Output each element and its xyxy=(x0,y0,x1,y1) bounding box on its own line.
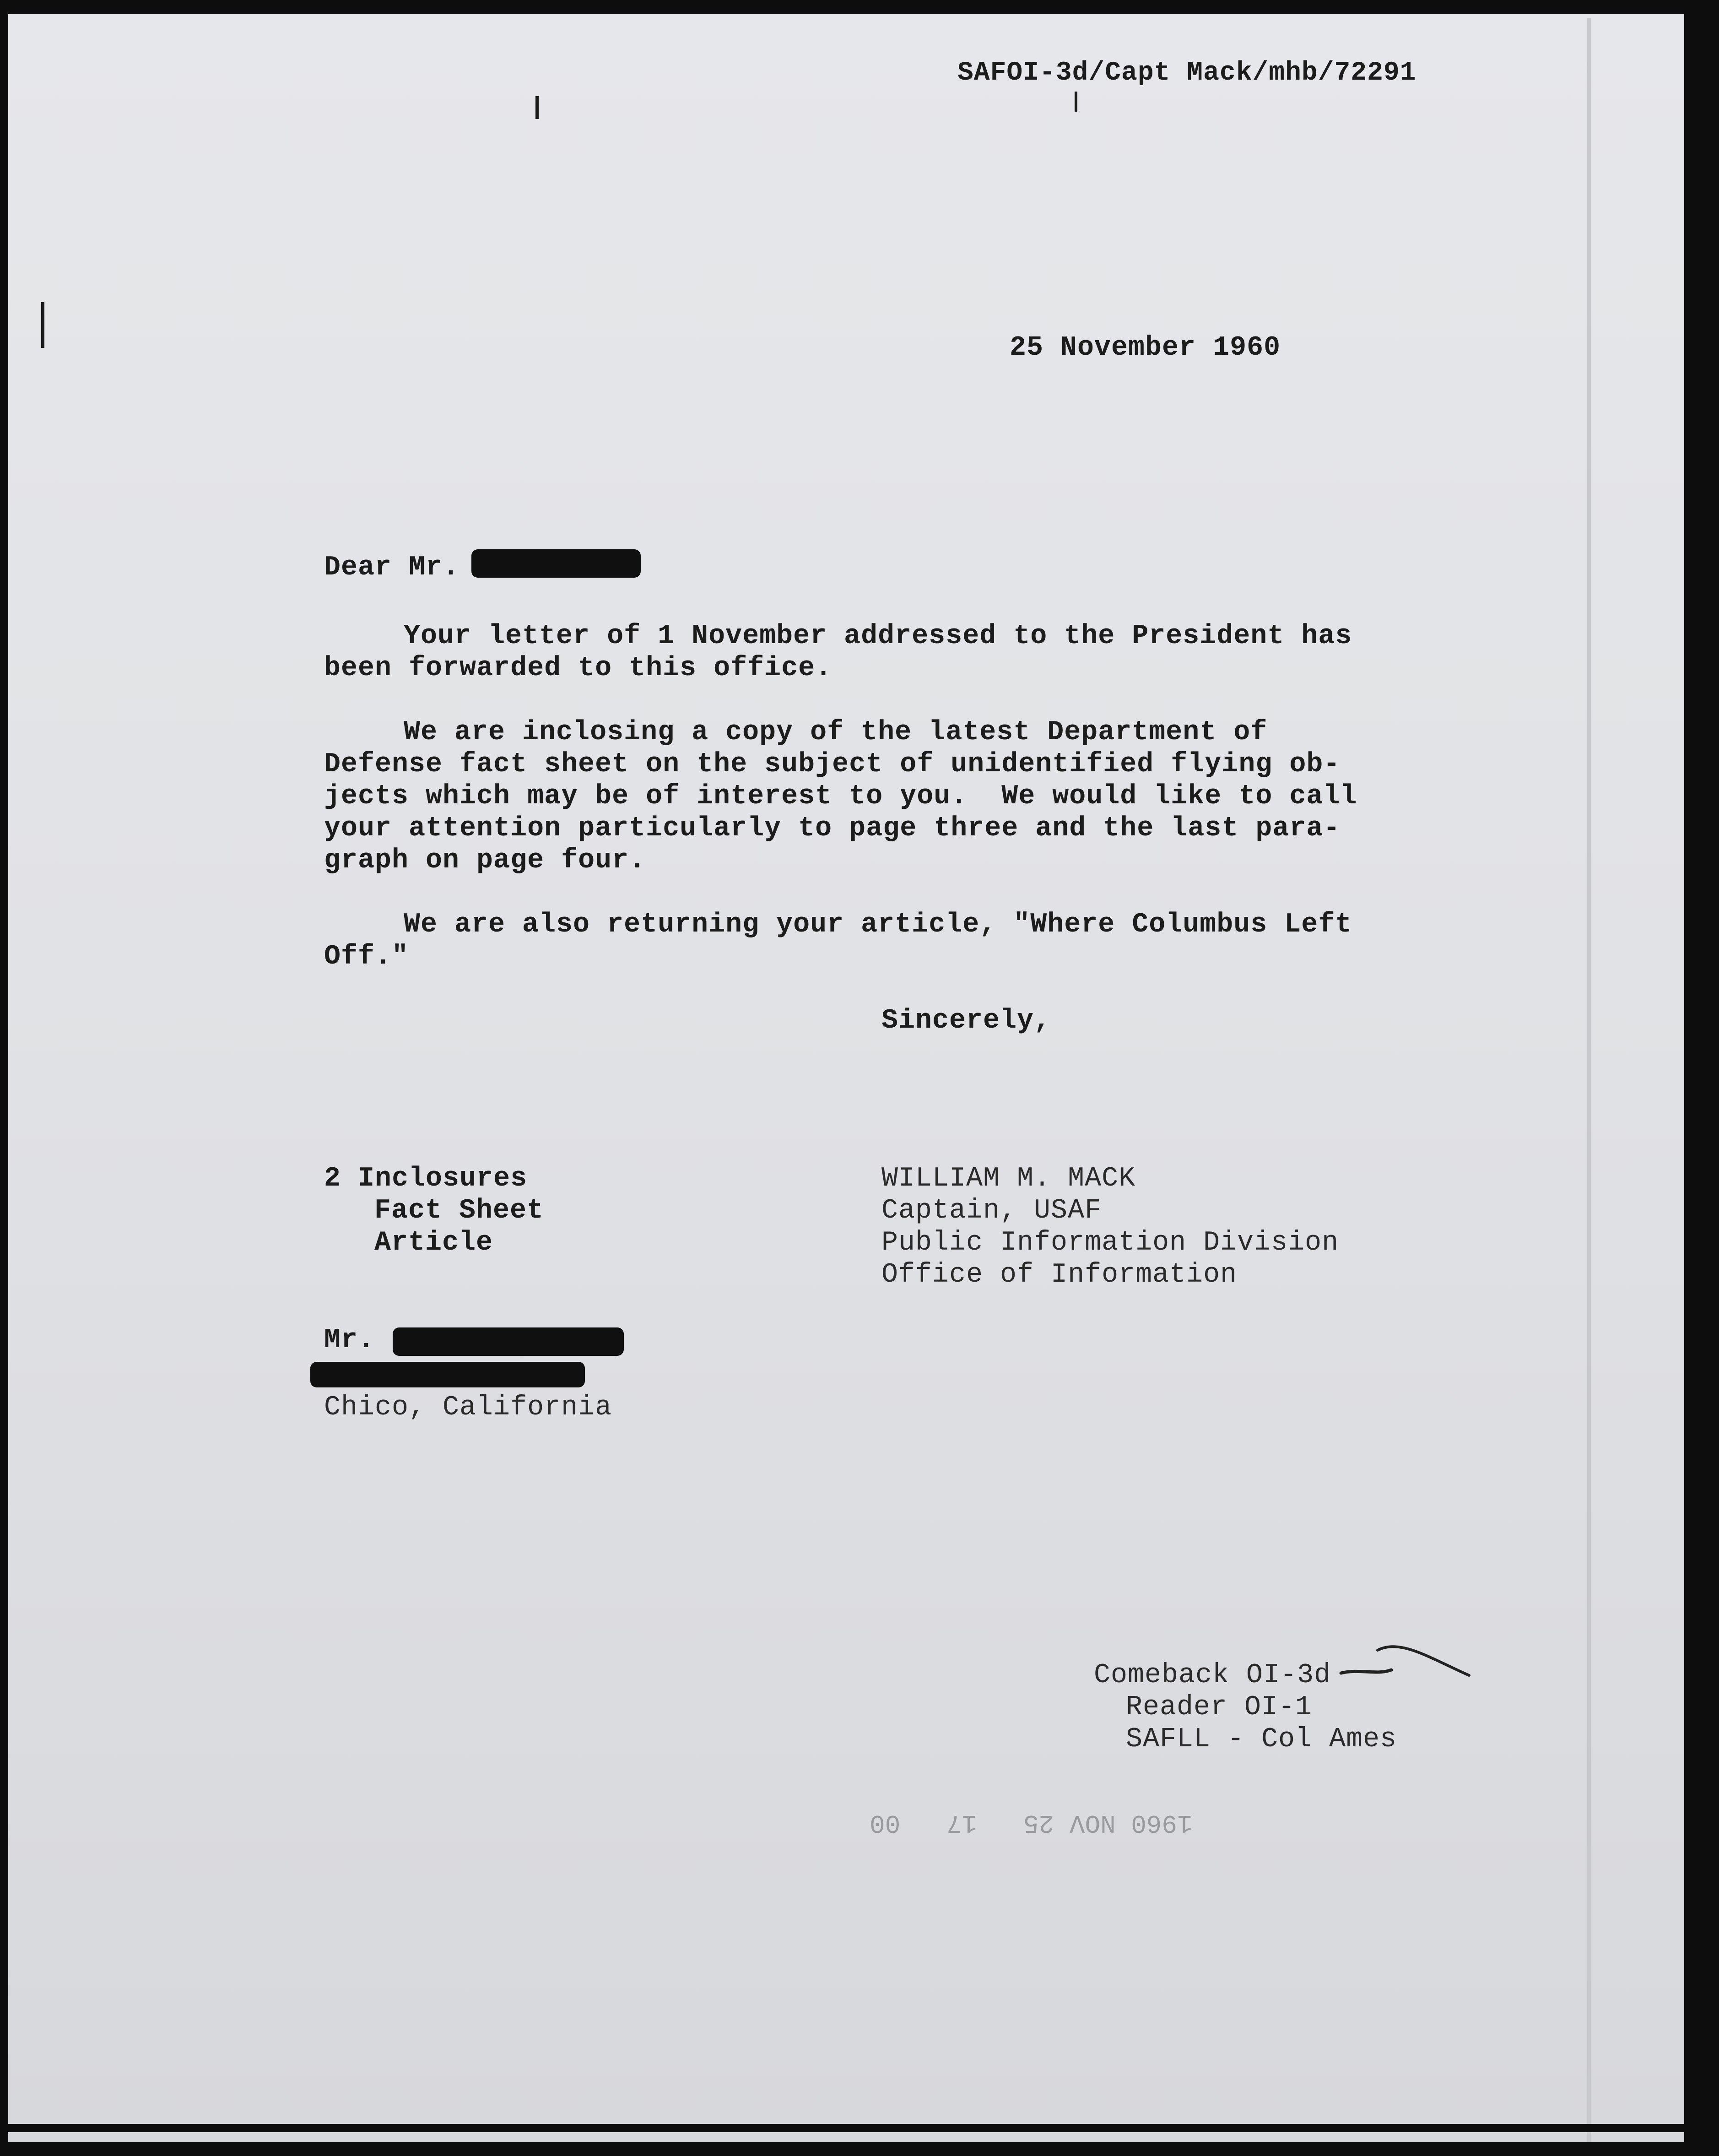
routing-line: SAFLL - Col Ames xyxy=(1126,1724,1397,1755)
body-line: We are inclosing a copy of the latest Department of xyxy=(404,717,1268,748)
signer-name: WILLIAM M. MACK xyxy=(881,1163,1136,1194)
body-line: your attention particularly to page three and the last para- xyxy=(324,813,1341,844)
enclosure-item: Fact Sheet xyxy=(374,1195,544,1226)
routing-line: Reader OI-1 xyxy=(1126,1692,1313,1723)
enclosures-title: 2 Inclosures xyxy=(324,1163,528,1194)
address-city: Chico, California xyxy=(324,1392,612,1423)
closing: Sincerely, xyxy=(881,1005,1051,1036)
signer-rank: Captain, USAF xyxy=(881,1195,1102,1226)
handwritten-mark xyxy=(1336,1630,1474,1685)
reference-code: SAFOI-3d/Capt Mack/mhb/72291 xyxy=(957,58,1416,88)
enclosure-item: Article xyxy=(374,1227,493,1258)
address-prefix: Mr. xyxy=(324,1325,375,1356)
redaction-bar xyxy=(310,1362,585,1387)
body-line: jects which may be of interest to you. We would like to call xyxy=(324,781,1357,812)
body-line: Defense fact sheet on the subject of unidentified flying ob- xyxy=(324,749,1341,780)
body-line: graph on page four. xyxy=(324,845,646,876)
page-edge xyxy=(1587,18,1591,2142)
redaction-bar xyxy=(393,1327,624,1356)
scan-mark xyxy=(1075,92,1077,112)
page-bottom-border xyxy=(0,2124,1684,2132)
letter-date: 25 November 1960 xyxy=(1010,332,1281,363)
letter-page xyxy=(8,14,1684,2142)
signer-division: Public Information Division xyxy=(881,1227,1339,1258)
received-stamp: 1960 NOV 25 17 00 xyxy=(870,1808,1193,1837)
redaction-bar xyxy=(471,549,641,578)
routing-line: Comeback OI-3d xyxy=(1094,1660,1331,1691)
body-line: We are also returning your article, "Where Columbus Left xyxy=(404,909,1352,940)
scan-mark xyxy=(535,96,539,119)
body-line: been forwarded to this office. xyxy=(324,653,832,684)
scan-mark xyxy=(41,302,44,348)
body-line: Your letter of 1 November addressed to the President has xyxy=(404,621,1352,652)
salutation-text: Dear Mr. xyxy=(324,552,460,583)
signer-office: Office of Information xyxy=(881,1259,1238,1290)
body-line: Off." xyxy=(324,941,409,972)
